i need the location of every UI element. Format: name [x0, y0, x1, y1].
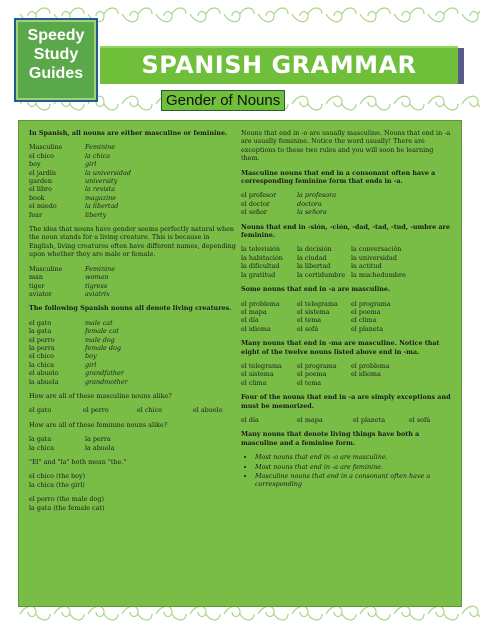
table-cell: la chica	[29, 443, 55, 452]
exceptions-heading: Four of the nouns that end in -a are simply exceptions and must be memorized.	[241, 393, 451, 410]
table-cell: el tema	[297, 378, 322, 387]
table-cell: male dog	[85, 335, 115, 344]
table-cell: el chico	[29, 352, 55, 361]
table-cell: la chica	[85, 151, 111, 160]
example-line: el chico (the boy)	[29, 472, 86, 481]
table-cell: el programa	[297, 361, 337, 370]
exceptions-row	[241, 416, 453, 424]
table-cell: el problema	[351, 361, 390, 370]
a-masculine-table	[241, 300, 453, 334]
swirl-ornament	[156, 606, 186, 620]
swirl-ornament	[394, 8, 424, 22]
swirl-ornament	[360, 606, 390, 620]
table-cell: el telegrama	[297, 299, 338, 308]
table-cell: la decisión	[297, 245, 332, 254]
table-cell: el mapa	[241, 307, 267, 316]
table-cell: la libertad	[85, 202, 119, 211]
living-creatures-heading: The following Spanish nouns all denote living creatures.	[29, 304, 232, 313]
idea-paragraph: The idea that nouns have gender seems perfectly natural when the noun stands for a living creature. This is because in English, living creatures often have different names, depending upon whether they are male or female.	[29, 225, 236, 259]
living-creatures-table	[29, 319, 237, 386]
table-cell: el perro	[29, 335, 55, 344]
swirl-ornament	[326, 606, 356, 620]
table-cell: university	[85, 177, 118, 186]
table-cell: la gata	[29, 327, 52, 336]
table-cell: el programa	[351, 299, 391, 308]
table-cell: la perra	[85, 435, 111, 444]
table-cell: grandmother	[85, 377, 128, 386]
table-cell: garden	[29, 177, 52, 186]
swirl-ornament	[292, 606, 322, 620]
table-cell: el chico	[137, 406, 163, 415]
sion-table	[241, 245, 453, 279]
swirl-ornament	[428, 96, 458, 110]
left-column	[29, 129, 237, 512]
table-cell: el poema	[351, 307, 381, 316]
swirl-ornament	[326, 8, 356, 22]
table-cell: el clima	[351, 316, 377, 325]
swirl-ornament	[122, 96, 152, 110]
table-cell: el sistema	[241, 370, 274, 379]
table-cell: la dificultad	[241, 262, 280, 271]
swirl-ornament	[54, 606, 84, 620]
table-cell: el idioma	[241, 324, 271, 333]
table-cell: liberty	[85, 210, 107, 219]
table-cell: male cat	[85, 318, 113, 327]
right-column	[241, 129, 453, 490]
table-cell: la revista	[85, 185, 116, 194]
table-cell: la chica	[29, 360, 55, 369]
table-cell: el abuelo	[29, 369, 59, 378]
table-cell: el idioma	[351, 370, 381, 379]
table-cell: el día	[241, 316, 259, 325]
table-cell: grandfather	[85, 369, 124, 378]
swirl-ornament	[122, 606, 152, 620]
swirl-ornament	[190, 606, 220, 620]
swirl-ornament	[428, 8, 458, 22]
content-panel	[18, 120, 462, 607]
page-title: SPANISH GRAMMAR	[141, 51, 417, 79]
feminine-rows	[29, 435, 237, 452]
list-item: • Most nouns that end in -a are feminine.	[255, 463, 453, 471]
table-cell: el mapa	[297, 415, 323, 424]
swirl-ornament	[224, 8, 254, 22]
swirl-ornament	[258, 8, 288, 22]
swirl-ornament	[122, 8, 152, 22]
table-cell: la conversación	[351, 245, 402, 254]
table-cell: la muchedumbre	[351, 270, 406, 279]
example-group	[29, 495, 237, 512]
swirl-ornament	[20, 606, 50, 620]
swirl-ornament	[224, 606, 254, 620]
swirl-ornament	[394, 606, 424, 620]
table-cell: woman	[85, 273, 109, 282]
swirl-ornament	[292, 96, 322, 110]
masculine-row	[29, 406, 237, 414]
table-cell: el problema	[241, 299, 280, 308]
title-banner	[100, 46, 458, 84]
table-cell: tigress	[85, 281, 108, 290]
table-cell: el profesor	[241, 191, 277, 200]
swirl-ornament	[88, 606, 118, 620]
consonant-heading: Masculine nouns that end in a consonant often have a corresponding feminine form that ends in -a.	[241, 168, 436, 186]
example-line: la chica (the girl)	[29, 480, 85, 489]
table-cell: la actitud	[351, 262, 382, 271]
sion-heading: Nouns that end in -sión, -ción, -dad, -tad, -tud, -umbre are feminine.	[241, 222, 450, 240]
table-cell: Feminine	[85, 143, 116, 152]
table-cell: man	[29, 273, 43, 282]
list-item: • Masculine nouns that end in a consonant often have a corresponding	[255, 472, 453, 489]
table-cell: el tema	[297, 316, 322, 325]
banner-tip	[458, 48, 464, 84]
swirl-ornament	[190, 8, 220, 22]
swirl-ornament	[462, 8, 480, 22]
table-cell: la certidumbre	[297, 270, 346, 279]
ma-table	[241, 362, 453, 387]
swirl-ornament	[292, 8, 322, 22]
example-group	[29, 472, 237, 489]
table-cell: la profesora	[297, 191, 337, 200]
table-cell: aviator	[29, 289, 52, 298]
table-cell: Feminine	[85, 264, 116, 273]
swirl-ornament	[156, 8, 186, 22]
table-cell: el día	[241, 415, 259, 424]
table-cell: el miedo	[29, 202, 57, 211]
table-cell: el jardín	[29, 168, 56, 177]
living-things-heading: Many nouns that denote living things have both a masculine and a feminine form.	[241, 430, 420, 447]
table-cell: female dog	[85, 343, 121, 352]
table-cell: el gato	[29, 318, 52, 327]
gender-examples-table	[29, 143, 237, 219]
el-la-note: "El" and "la" both mean "the."	[29, 458, 127, 466]
table-cell: la libertad	[297, 262, 331, 271]
table-cell: el clima	[241, 378, 267, 387]
logo-line: Study	[33, 46, 79, 63]
table-cell: la ciudad	[297, 253, 327, 262]
table-cell: el sofá	[297, 324, 319, 333]
table-cell: el planeta	[351, 324, 384, 333]
logo-line: Guides	[28, 65, 84, 82]
table-cell: el sofá	[409, 415, 431, 424]
swirl-ornament	[462, 606, 480, 620]
a-masculine-heading: Some nouns that end in -a are masculine.	[241, 285, 391, 294]
intro-heading: In Spanish, all nouns are either masculine or feminine.	[29, 129, 228, 137]
table-cell: doctora	[297, 199, 322, 208]
swirl-ornament	[462, 96, 480, 110]
table-cell: la abuela	[29, 377, 59, 386]
table-cell: la televisión	[241, 245, 281, 254]
table-cell: el libro	[29, 185, 52, 194]
table-cell: la gratitud	[241, 270, 276, 279]
list-item: • Most nouns that end in -o are masculine.	[255, 453, 453, 461]
table-cell: la habitación	[241, 253, 283, 262]
swirl-ornament	[428, 606, 458, 620]
swirl-ornament	[258, 606, 288, 620]
table-cell: aviatrix	[85, 289, 110, 298]
table-cell: book	[29, 193, 45, 202]
consonant-table	[241, 191, 453, 216]
table-cell: boy	[29, 160, 41, 169]
table-cell: magazine	[85, 193, 117, 202]
table-cell: tiger	[29, 281, 45, 290]
table-cell: el perro	[83, 406, 109, 415]
table-cell	[351, 379, 453, 387]
table-cell: female cat	[85, 327, 119, 336]
table-cell: girl	[85, 360, 97, 369]
table-cell: la señora	[297, 208, 327, 217]
example-line: el perro (the male dog)	[29, 495, 104, 504]
english-gender-table	[29, 265, 237, 299]
table-cell: el poema	[297, 370, 327, 379]
swirl-ornament	[360, 8, 390, 22]
logo-line: Speedy	[27, 27, 85, 44]
table-cell: Masculine	[29, 143, 63, 152]
table-cell: fear	[29, 210, 43, 219]
speedy-study-guides-logo	[14, 18, 98, 102]
summary-list	[241, 453, 453, 489]
masculine-question: How are all of these masculine nouns alike?	[29, 391, 172, 400]
example-line: la gata (the female cat)	[29, 503, 105, 512]
table-cell: el gato	[29, 406, 52, 415]
table-cell: el sistema	[297, 307, 330, 316]
table-cell: la universidad	[351, 253, 397, 262]
table-cell: la gata	[29, 435, 52, 444]
swirl-ornament	[360, 96, 390, 110]
table-cell: boy	[85, 352, 97, 361]
ma-heading: Many nouns that end in -ma are masculine. Notice that eight of the twelve nouns listed above end in -ma.	[241, 339, 440, 356]
page-subtitle: Gender of Nouns	[161, 90, 285, 111]
o-a-paragraph: Nouns that end in -o are usually masculine. Nouns that end in -a are usually feminine. Notice the word usually! There are exceptions to these two rules and you will soon be learning them.	[241, 129, 451, 163]
swirl-ornament	[394, 96, 424, 110]
table-cell: Masculine	[29, 264, 63, 273]
swirl-ornament	[326, 96, 356, 110]
table-cell: el telegrama	[241, 361, 282, 370]
table-cell: el señor	[241, 208, 267, 217]
table-cell: el doctor	[241, 199, 270, 208]
table-cell: el planeta	[353, 415, 386, 424]
table-cell: el chico	[29, 151, 55, 160]
table-cell: el abuelo	[193, 406, 223, 415]
table-cell: la universidad	[85, 168, 131, 177]
feminine-question: How are all of these feminine nouns alike?	[29, 420, 168, 429]
table-cell: la perra	[29, 343, 55, 352]
table-cell: la abuela	[85, 443, 115, 452]
table-cell: girl	[85, 160, 97, 169]
